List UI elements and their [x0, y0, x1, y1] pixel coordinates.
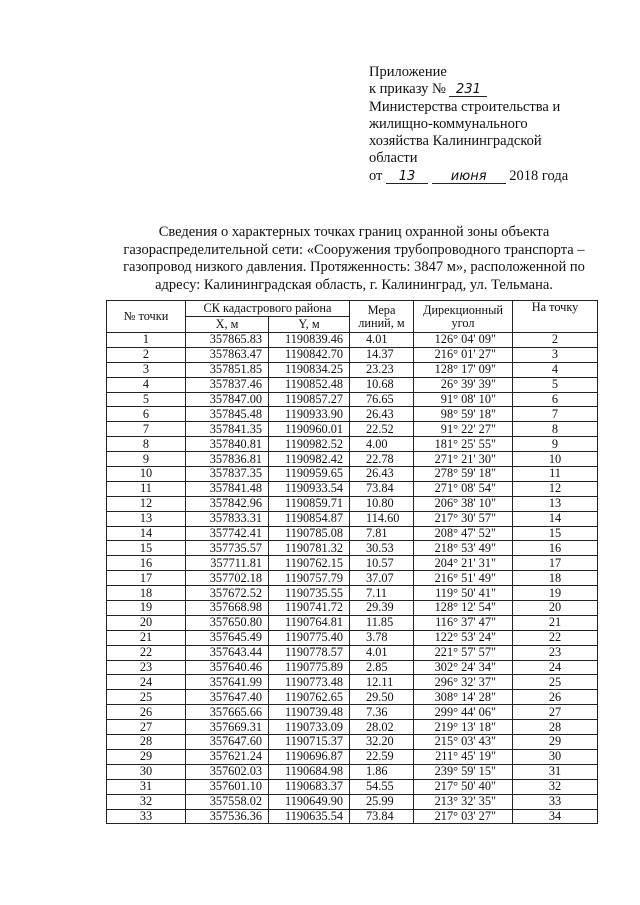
cell-point-number: 9	[107, 452, 186, 467]
header-line-measure-l2: линий, м	[358, 315, 405, 330]
cell-point-number: 6	[107, 407, 186, 422]
cell-line-measure: 1.86	[350, 764, 414, 779]
cell-direction-angle: 219° 13' 18"	[414, 720, 513, 735]
cell-y-coordinate: 1190762.15	[269, 556, 350, 571]
header-direction-angle	[414, 301, 513, 333]
cell-x-coordinate: 357735.57	[186, 541, 269, 556]
cell-x-coordinate: 357641.99	[186, 675, 269, 690]
table-row	[107, 467, 598, 482]
heading-line-1: Сведения о характерных точках границ охранной зоны объекта	[158, 224, 550, 240]
cell-line-measure: 22.59	[350, 749, 414, 764]
cell-x-coordinate: 357863.47	[186, 347, 269, 362]
cell-x-coordinate: 357851.85	[186, 362, 269, 377]
cell-x-coordinate: 357640.46	[186, 660, 269, 675]
heading-line-2: газораспределительной сети: «Сооружения трубопроводного транспорта –	[123, 241, 585, 258]
cell-line-measure: 26.43	[350, 467, 414, 482]
cell-line-measure: 73.84	[350, 481, 414, 496]
cell-point-number: 21	[107, 630, 186, 645]
cell-y-coordinate: 1190764.81	[269, 615, 350, 630]
table-row	[107, 377, 598, 392]
table-row	[107, 675, 598, 690]
date-month-handwritten: июня	[432, 170, 506, 184]
cell-direction-angle: 239° 59' 15"	[414, 764, 513, 779]
cell-y-coordinate: 1190739.48	[269, 705, 350, 720]
cell-line-measure: 22.78	[350, 452, 414, 467]
cell-to-point: 13	[513, 496, 598, 511]
cell-direction-angle: 126° 04' 09"	[414, 333, 513, 348]
cell-to-point: 15	[513, 526, 598, 541]
cell-y-coordinate: 1190715.37	[269, 735, 350, 750]
cell-x-coordinate: 357601.10	[186, 779, 269, 794]
table-row	[107, 556, 598, 571]
cell-direction-angle: 278° 59' 18"	[414, 467, 513, 482]
cell-point-number: 30	[107, 764, 186, 779]
cell-y-coordinate: 1190733.09	[269, 720, 350, 735]
cell-direction-angle: 216° 01' 27"	[414, 347, 513, 362]
cell-line-measure: 4.01	[350, 645, 414, 660]
cell-line-measure: 7.36	[350, 705, 414, 720]
table-row	[107, 526, 598, 541]
cell-direction-angle: 271° 21' 30"	[414, 452, 513, 467]
table-row	[107, 645, 598, 660]
cell-to-point: 12	[513, 481, 598, 496]
cell-line-measure: 7.81	[350, 526, 414, 541]
cell-point-number: 32	[107, 794, 186, 809]
cell-line-measure: 25.99	[350, 794, 414, 809]
cell-point-number: 29	[107, 749, 186, 764]
cell-to-point: 33	[513, 794, 598, 809]
cell-x-coordinate: 357558.02	[186, 794, 269, 809]
cell-point-number: 8	[107, 437, 186, 452]
table-header-row-1	[107, 301, 598, 317]
cell-direction-angle: 211° 45' 19"	[414, 749, 513, 764]
table-row	[107, 615, 598, 630]
table-row	[107, 720, 598, 735]
cell-direction-angle: 296° 32' 37"	[414, 675, 513, 690]
date-line	[369, 168, 619, 185]
cell-direction-angle: 91° 22' 27"	[414, 422, 513, 437]
cell-direction-angle: 204° 21' 31"	[414, 556, 513, 571]
ministry-line-4: области	[369, 150, 418, 167]
cell-point-number: 11	[107, 481, 186, 496]
cell-to-point: 34	[513, 809, 598, 824]
cell-point-number: 22	[107, 645, 186, 660]
cell-x-coordinate: 357841.48	[186, 481, 269, 496]
cell-point-number: 1	[107, 333, 186, 348]
cell-to-point: 22	[513, 630, 598, 645]
cell-point-number: 4	[107, 377, 186, 392]
header-cadastral-system: СК кадастрового района	[186, 301, 350, 317]
ministry-line-1: Министерства строительства и	[369, 98, 561, 115]
cell-x-coordinate: 357742.41	[186, 526, 269, 541]
cell-y-coordinate: 1190982.42	[269, 452, 350, 467]
cell-x-coordinate: 357665.66	[186, 705, 269, 720]
table-row	[107, 481, 598, 496]
cell-to-point: 11	[513, 467, 598, 482]
cell-to-point: 29	[513, 735, 598, 750]
cell-x-coordinate: 357650.80	[186, 615, 269, 630]
cell-direction-angle: 26° 39' 39"	[414, 377, 513, 392]
cell-x-coordinate: 357841.35	[186, 422, 269, 437]
cell-x-coordinate: 357536.36	[186, 809, 269, 824]
cell-x-coordinate: 357865.83	[186, 333, 269, 348]
cell-point-number: 14	[107, 526, 186, 541]
heading-line-3: газопровод низкого давления. Протяженность: 3847 м», расположенной по	[123, 259, 585, 276]
cell-y-coordinate: 1190773.48	[269, 675, 350, 690]
cell-direction-angle: 116° 37' 47"	[414, 615, 513, 630]
table-row	[107, 705, 598, 720]
cell-line-measure: 3.78	[350, 630, 414, 645]
header-direction-angle-l1: Дирекционный	[423, 302, 503, 317]
cell-point-number: 2	[107, 347, 186, 362]
cell-x-coordinate: 357645.49	[186, 630, 269, 645]
cell-direction-angle: 119° 50' 41"	[414, 586, 513, 601]
document-heading	[88, 224, 620, 294]
cell-direction-angle: 122° 53' 24"	[414, 630, 513, 645]
cell-to-point: 14	[513, 511, 598, 526]
cell-y-coordinate: 1190933.90	[269, 407, 350, 422]
cell-to-point: 23	[513, 645, 598, 660]
cell-x-coordinate: 357847.00	[186, 392, 269, 407]
cell-x-coordinate: 357669.31	[186, 720, 269, 735]
cell-y-coordinate: 1190960.01	[269, 422, 350, 437]
table-row	[107, 779, 598, 794]
cell-to-point: 7	[513, 407, 598, 422]
appendix-title: Приложение	[369, 64, 447, 80]
cell-y-coordinate: 1190775.40	[269, 630, 350, 645]
cell-point-number: 19	[107, 601, 186, 616]
cell-line-measure: 29.39	[350, 601, 414, 616]
cell-line-measure: 30.53	[350, 541, 414, 556]
cell-direction-angle: 308° 14' 28"	[414, 690, 513, 705]
table-row	[107, 749, 598, 764]
cell-point-number: 16	[107, 556, 186, 571]
cell-y-coordinate: 1190959.65	[269, 467, 350, 482]
cell-line-measure: 26.43	[350, 407, 414, 422]
cell-point-number: 17	[107, 571, 186, 586]
cell-direction-angle: 271° 08' 54"	[414, 481, 513, 496]
cell-to-point: 21	[513, 615, 598, 630]
cell-y-coordinate: 1190857.27	[269, 392, 350, 407]
cell-point-number: 5	[107, 392, 186, 407]
coordinates-table	[106, 300, 598, 824]
table-row	[107, 437, 598, 452]
cell-x-coordinate: 357833.31	[186, 511, 269, 526]
appendix-block	[369, 64, 619, 185]
table-row	[107, 571, 598, 586]
table-row	[107, 764, 598, 779]
cell-to-point: 17	[513, 556, 598, 571]
cell-y-coordinate: 1190859.71	[269, 496, 350, 511]
cell-to-point: 18	[513, 571, 598, 586]
date-day-handwritten: 13	[386, 170, 428, 184]
table-body	[107, 333, 598, 824]
table-row	[107, 586, 598, 601]
cell-point-number: 25	[107, 690, 186, 705]
date-prefix: от	[369, 167, 383, 184]
table-row	[107, 392, 598, 407]
cell-y-coordinate: 1190696.87	[269, 749, 350, 764]
ministry-line-3: хозяйства Калининградской	[369, 133, 542, 150]
ministry-line-2: жилищно-коммунального	[369, 115, 528, 132]
cell-line-measure: 23.23	[350, 362, 414, 377]
cell-to-point: 31	[513, 764, 598, 779]
cell-direction-angle: 299° 44' 06"	[414, 705, 513, 720]
cell-point-number: 12	[107, 496, 186, 511]
cell-point-number: 10	[107, 467, 186, 482]
header-x: X, м	[186, 317, 269, 333]
header-to-point: На точку	[513, 301, 598, 333]
cell-direction-angle: 181° 25' 55"	[414, 437, 513, 452]
header-line-measure-l1: Мера	[367, 302, 396, 317]
cell-line-measure: 10.80	[350, 496, 414, 511]
cell-point-number: 24	[107, 675, 186, 690]
cell-x-coordinate: 357672.52	[186, 586, 269, 601]
cell-direction-angle: 213° 32' 35"	[414, 794, 513, 809]
cell-to-point: 30	[513, 749, 598, 764]
cell-x-coordinate: 357643.44	[186, 645, 269, 660]
cell-line-measure: 22.52	[350, 422, 414, 437]
cell-point-number: 28	[107, 735, 186, 750]
table-row	[107, 630, 598, 645]
cell-y-coordinate: 1190684.98	[269, 764, 350, 779]
cell-direction-angle: 91° 08' 10"	[414, 392, 513, 407]
cell-x-coordinate: 357602.03	[186, 764, 269, 779]
table-row	[107, 735, 598, 750]
cell-to-point: 10	[513, 452, 598, 467]
cell-to-point: 2	[513, 333, 598, 348]
cell-point-number: 7	[107, 422, 186, 437]
cell-to-point: 8	[513, 422, 598, 437]
cell-point-number: 13	[107, 511, 186, 526]
cell-direction-angle: 206° 38' 10"	[414, 496, 513, 511]
cell-y-coordinate: 1190982.52	[269, 437, 350, 452]
cell-direction-angle: 217° 03' 27"	[414, 809, 513, 824]
table-row	[107, 496, 598, 511]
cell-line-measure: 29.50	[350, 690, 414, 705]
cell-to-point: 24	[513, 660, 598, 675]
cell-direction-angle: 302° 24' 34"	[414, 660, 513, 675]
cell-y-coordinate: 1190781.32	[269, 541, 350, 556]
cell-line-measure: 4.00	[350, 437, 414, 452]
cell-y-coordinate: 1190842.70	[269, 347, 350, 362]
cell-y-coordinate: 1190933.54	[269, 481, 350, 496]
header-line-measure	[350, 301, 414, 333]
cell-direction-angle: 128° 12' 54"	[414, 601, 513, 616]
cell-direction-angle: 217° 30' 57"	[414, 511, 513, 526]
cell-y-coordinate: 1190741.72	[269, 601, 350, 616]
header-y: Y, м	[269, 317, 350, 333]
table-row	[107, 362, 598, 377]
cell-direction-angle: 98° 59' 18"	[414, 407, 513, 422]
cell-y-coordinate: 1190834.25	[269, 362, 350, 377]
cell-line-measure: 32.20	[350, 735, 414, 750]
cell-line-measure: 4.01	[350, 333, 414, 348]
cell-line-measure: 114.60	[350, 511, 414, 526]
cell-y-coordinate: 1190852.48	[269, 377, 350, 392]
cell-direction-angle: 128° 17' 09"	[414, 362, 513, 377]
cell-y-coordinate: 1190735.55	[269, 586, 350, 601]
cell-x-coordinate: 357837.35	[186, 467, 269, 482]
cell-point-number: 23	[107, 660, 186, 675]
cell-x-coordinate: 357647.60	[186, 735, 269, 750]
cell-to-point: 16	[513, 541, 598, 556]
cell-line-measure: 37.07	[350, 571, 414, 586]
cell-y-coordinate: 1190635.54	[269, 809, 350, 824]
table-row	[107, 660, 598, 675]
cell-x-coordinate: 357711.81	[186, 556, 269, 571]
cell-y-coordinate: 1190778.57	[269, 645, 350, 660]
table-row	[107, 333, 598, 348]
cell-x-coordinate: 357621.24	[186, 749, 269, 764]
cell-line-measure: 12.11	[350, 675, 414, 690]
cell-line-measure: 7.11	[350, 586, 414, 601]
cell-x-coordinate: 357702.18	[186, 571, 269, 586]
cell-y-coordinate: 1190683.37	[269, 779, 350, 794]
cell-to-point: 4	[513, 362, 598, 377]
cell-line-measure: 28.02	[350, 720, 414, 735]
cell-to-point: 20	[513, 601, 598, 616]
cell-direction-angle: 215° 03' 43"	[414, 735, 513, 750]
cell-x-coordinate: 357842.96	[186, 496, 269, 511]
cell-x-coordinate: 357836.81	[186, 452, 269, 467]
cell-direction-angle: 208° 47' 52"	[414, 526, 513, 541]
cell-point-number: 27	[107, 720, 186, 735]
cell-point-number: 26	[107, 705, 186, 720]
table-row	[107, 511, 598, 526]
cell-y-coordinate: 1190757.79	[269, 571, 350, 586]
cell-line-measure: 10.57	[350, 556, 414, 571]
cell-x-coordinate: 357840.81	[186, 437, 269, 452]
cell-line-measure: 76.65	[350, 392, 414, 407]
table-row	[107, 541, 598, 556]
table-row	[107, 407, 598, 422]
cell-line-measure: 73.84	[350, 809, 414, 824]
cell-point-number: 33	[107, 809, 186, 824]
cell-to-point: 32	[513, 779, 598, 794]
order-prefix: к приказу №	[369, 81, 446, 98]
cell-x-coordinate: 357668.98	[186, 601, 269, 616]
cell-to-point: 28	[513, 720, 598, 735]
cell-point-number: 20	[107, 615, 186, 630]
table-row	[107, 347, 598, 362]
cell-point-number: 18	[107, 586, 186, 601]
table-row	[107, 794, 598, 809]
cell-to-point: 9	[513, 437, 598, 452]
table-row	[107, 601, 598, 616]
cell-point-number: 3	[107, 362, 186, 377]
header-direction-angle-l2: угол	[451, 315, 475, 330]
cell-to-point: 26	[513, 690, 598, 705]
cell-line-measure: 14.37	[350, 347, 414, 362]
cell-y-coordinate: 1190785.08	[269, 526, 350, 541]
table-row	[107, 690, 598, 705]
cell-x-coordinate: 357647.40	[186, 690, 269, 705]
cell-to-point: 25	[513, 675, 598, 690]
order-number-handwritten: 231	[449, 83, 487, 97]
cell-y-coordinate: 1190854.87	[269, 511, 350, 526]
table-row	[107, 809, 598, 824]
cell-y-coordinate: 1190775.89	[269, 660, 350, 675]
heading-line-4: адресу: Калининградская область, г. Калининград, ул. Тельмана.	[155, 276, 553, 293]
cell-line-measure: 54.55	[350, 779, 414, 794]
header-point-number: № точки	[107, 301, 186, 333]
cell-x-coordinate: 357837.46	[186, 377, 269, 392]
cell-y-coordinate: 1190762.65	[269, 690, 350, 705]
date-suffix: 2018 года	[509, 167, 569, 184]
cell-x-coordinate: 357845.48	[186, 407, 269, 422]
cell-to-point: 27	[513, 705, 598, 720]
cell-line-measure: 2.85	[350, 660, 414, 675]
cell-point-number: 15	[107, 541, 186, 556]
cell-direction-angle: 218° 53' 49"	[414, 541, 513, 556]
cell-to-point: 3	[513, 347, 598, 362]
cell-direction-angle: 217° 50' 40"	[414, 779, 513, 794]
cell-line-measure: 10.68	[350, 377, 414, 392]
cell-line-measure: 11.85	[350, 615, 414, 630]
cell-point-number: 31	[107, 779, 186, 794]
cell-direction-angle: 221° 57' 57"	[414, 645, 513, 660]
cell-y-coordinate: 1190839.46	[269, 333, 350, 348]
cell-direction-angle: 216° 51' 49"	[414, 571, 513, 586]
cell-to-point: 19	[513, 586, 598, 601]
cell-to-point: 6	[513, 392, 598, 407]
cell-y-coordinate: 1190649.90	[269, 794, 350, 809]
table-row	[107, 422, 598, 437]
cell-to-point: 5	[513, 377, 598, 392]
order-line	[369, 81, 619, 98]
table-row	[107, 452, 598, 467]
